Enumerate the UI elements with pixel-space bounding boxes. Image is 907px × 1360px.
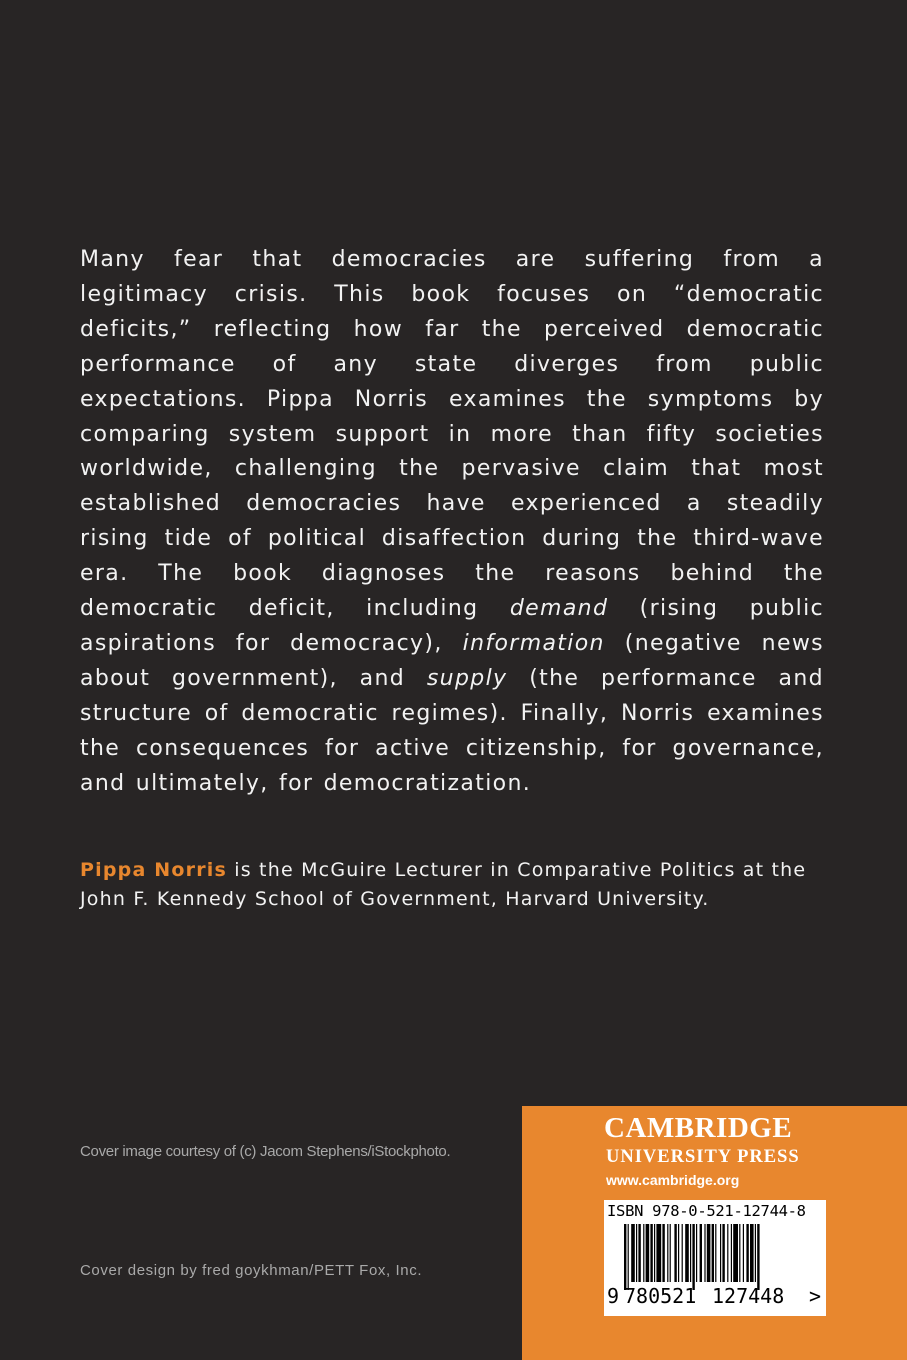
description-text: (the performance and structure of democratic regimes). Finally, Norris examines the consequences for active citizenship, for governance, and ultimately, for democratization.: [80, 665, 824, 796]
barcode-bar: [750, 1224, 754, 1282]
barcode-bar: [643, 1224, 644, 1282]
publisher-logo-subtitle: UNIVERSITY PRESS: [606, 1147, 800, 1167]
barcode-bar: [692, 1224, 694, 1290]
barcode-bar: [656, 1224, 661, 1282]
barcode-bar: [720, 1224, 721, 1282]
description-text: Many fear that democracies are suffering from a legitimacy crisis. This book focuses on “democratic deficits,” reflecting how far the perceived democratic performance of any state diverges from public expectations. Pippa Norris examines the symptoms by comparing system support in more than fifty societies worldwide, challenging the pervasive claim that most established democracies have experienced a steadily rising tide of political disaffection during the third-wave era. The book diagnoses the reasons behind the democratic deficit, including: [80, 247, 824, 622]
author-bio-line: [80, 856, 840, 885]
author-bio-text: is the McGuire Lecturer in Comparative Politics at the: [227, 859, 807, 881]
author-bio: [80, 856, 840, 913]
barcode-bars: [624, 1224, 760, 1290]
barcode-bar: [700, 1224, 702, 1282]
barcode-bar: [757, 1224, 759, 1290]
barcode-bar: [682, 1224, 683, 1282]
barcode-bar: [636, 1224, 637, 1282]
term-demand: demand: [509, 596, 609, 622]
barcode-bar: [667, 1224, 668, 1282]
barcode-bar: [638, 1224, 640, 1282]
barcode-bar: [722, 1224, 724, 1282]
barcode-bar: [755, 1224, 756, 1282]
barcode-bar: [628, 1224, 629, 1290]
barcode-bar: [696, 1224, 697, 1282]
description-text: (rising public aspirations for democracy),: [80, 596, 825, 656]
barcode-bar: [678, 1224, 679, 1282]
cover-design-credit: Cover design by fred goykhman/PETT Fox, Inc.: [80, 1262, 423, 1279]
barcode-quiet-zone-mark: >: [809, 1284, 822, 1308]
barcode-bar: [685, 1224, 689, 1282]
barcode-bar: [731, 1224, 732, 1282]
term-information: information: [462, 630, 605, 656]
barcode-bar: [733, 1224, 738, 1282]
term-supply: supply: [426, 665, 508, 691]
barcode-bar: [646, 1224, 650, 1282]
cover-image-credit: Cover image courtesy of (c) Jacom Stephens/iStockphoto.: [80, 1143, 451, 1160]
publisher-url: www.cambridge.org: [606, 1172, 740, 1188]
publisher-logo-name: CAMBRIDGE: [604, 1112, 793, 1144]
barcode-digits-right: 127448: [712, 1284, 785, 1308]
barcode-bar: [624, 1224, 626, 1290]
barcode-bar: [715, 1224, 716, 1282]
barcode-bar: [743, 1224, 744, 1282]
barcode-bar: [631, 1224, 635, 1282]
publisher-panel: [522, 1106, 907, 1360]
barcode-bar: [650, 1224, 652, 1282]
barcode-box: [604, 1200, 826, 1316]
barcode-bar: [704, 1224, 705, 1282]
description-paragraph: [80, 243, 824, 802]
author-name: Pippa Norris: [80, 859, 227, 881]
barcode-bar: [707, 1224, 711, 1282]
barcode-bar: [712, 1224, 714, 1282]
author-bio-line: John F. Kennedy School of Government, Harvard University.: [80, 887, 710, 910]
barcode-bar: [746, 1224, 748, 1282]
barcode-bar: [662, 1224, 664, 1282]
barcode-bar: [739, 1224, 740, 1282]
description-text: (negative news about government), and: [80, 630, 824, 691]
barcode-bar: [670, 1224, 671, 1282]
barcode-digits-left: 780521: [624, 1284, 697, 1308]
barcode-bar: [690, 1224, 691, 1282]
barcode-bar: [727, 1224, 728, 1282]
barcode-bar: [674, 1224, 676, 1282]
isbn-label: ISBN 978-0-521-12744-8: [607, 1202, 806, 1220]
book-description: [80, 243, 824, 802]
barcode-first-digit: 9: [607, 1284, 620, 1308]
barcode-bar: [654, 1224, 655, 1282]
barcode: [604, 1200, 826, 1316]
